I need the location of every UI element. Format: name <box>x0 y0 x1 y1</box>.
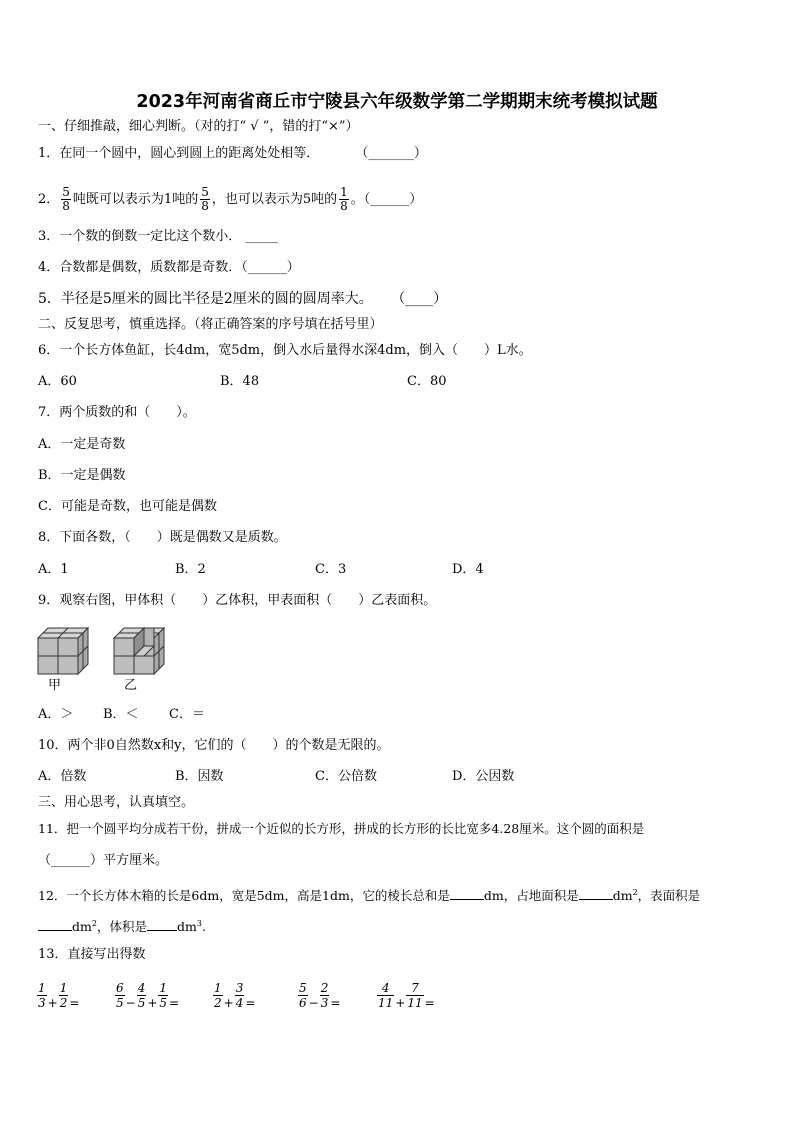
question-1 <box>38 145 427 163</box>
answer-blank[interactable]: （____） <box>391 291 448 307</box>
punctuation: . <box>201 919 206 935</box>
question-12-text: ，体积是 <box>96 919 147 935</box>
operator: + <box>395 996 406 1010</box>
section-1-heading: 一、仔细推敲，细心判断。（对的打“ √ ”，错的打“×”） <box>38 119 359 134</box>
fraction <box>339 186 349 213</box>
denominator: 8 <box>62 199 70 213</box>
question-5 <box>38 290 447 308</box>
answer-blank[interactable] <box>579 899 613 900</box>
question-2-num: 2． <box>38 192 60 207</box>
superscript: 3 <box>196 919 202 928</box>
numerator: 3 <box>235 981 244 995</box>
numerator: 4 <box>377 981 394 996</box>
equals: = <box>169 996 180 1010</box>
question-5-text: 5．半径是5厘米的圆比半径是2厘米的圆的圆周率大。 <box>38 291 373 307</box>
question-3-text: 3．一个数的倒数一定比这个数小． <box>38 229 242 244</box>
question-12-text: dm，占地面积是 <box>483 888 579 904</box>
numerator: 1 <box>59 981 68 995</box>
question-4: 4．合数都是偶数，质数都是奇数．（______） <box>38 260 300 275</box>
calc-item-2[interactable] <box>115 981 180 1010</box>
fraction <box>115 981 125 1010</box>
option-c[interactable]: C．可能是奇数，也可能是偶数 <box>38 499 217 514</box>
page-title: 2023年河南省商丘市宁陵县六年级数学第二学期期末统考模拟试题 <box>136 92 658 112</box>
option-d[interactable]: D．公因数 <box>452 769 515 784</box>
option-a[interactable]: A．＞ <box>38 707 74 722</box>
numerator: 5 <box>299 981 307 995</box>
question-8: 8．下面各数，（ ）既是偶数又是质数。 <box>38 530 287 545</box>
equals: = <box>69 996 80 1010</box>
option-c[interactable]: C．80 <box>407 374 447 389</box>
numerator: 1 <box>340 185 348 199</box>
option-b[interactable]: B．48 <box>220 374 260 389</box>
fraction <box>298 981 308 1010</box>
fraction <box>158 981 168 1010</box>
fraction <box>200 186 210 213</box>
question-1-text: 1．在同一个圆中，圆心到圆上的距离处处相等． <box>38 146 320 161</box>
option-c[interactable]: C．3 <box>315 562 347 577</box>
section-3-heading: 三、用心思考，认真填空。 <box>38 795 195 810</box>
unit: dm <box>612 888 633 904</box>
option-b[interactable]: B．2 <box>175 562 206 577</box>
fraction <box>213 981 223 1010</box>
denominator: 4 <box>235 996 244 1010</box>
option-c[interactable]: C．公倍数 <box>315 769 377 784</box>
denominator: 5 <box>116 996 124 1010</box>
equals: = <box>424 996 435 1010</box>
numerator: 1 <box>214 981 222 995</box>
cube-yi <box>114 628 164 674</box>
unit: dm <box>176 919 197 935</box>
calc-item-1[interactable] <box>37 981 80 1010</box>
question-2-text: ，也可以表示为5吨的 <box>211 192 338 207</box>
fraction <box>61 186 71 213</box>
superscript: 2 <box>91 919 97 928</box>
option-a[interactable]: A．60 <box>38 374 77 389</box>
option-d[interactable]: D．4 <box>452 562 484 577</box>
question-2 <box>38 182 422 218</box>
option-a[interactable]: A．倍数 <box>38 769 87 784</box>
operator: − <box>125 996 136 1010</box>
numerator: 1 <box>38 981 46 995</box>
answer-blank[interactable] <box>147 930 177 931</box>
denominator: 2 <box>214 996 222 1010</box>
denominator: 11 <box>378 996 394 1010</box>
cube-jia <box>38 628 88 674</box>
question-11-line-2[interactable]: （______）平方厘米。 <box>38 853 169 868</box>
question-3 <box>38 228 278 246</box>
denominator: 6 <box>299 996 307 1010</box>
option-b[interactable]: B．因数 <box>175 769 224 784</box>
fraction <box>235 981 245 1010</box>
answer-blank[interactable] <box>38 930 72 931</box>
equals: = <box>330 996 341 1010</box>
calc-item-4[interactable] <box>298 981 341 1010</box>
denominator: 2 <box>59 996 68 1010</box>
fraction <box>37 981 47 1010</box>
option-c[interactable]: C．＝ <box>169 707 205 722</box>
question-9: 9．观察右图，甲体积（ ）乙体积，甲表面积（ ）乙表面积。 <box>38 593 437 608</box>
equals: = <box>245 996 256 1010</box>
denominator: 5 <box>137 996 146 1010</box>
question-13: 13．直接写出得数 <box>38 947 146 962</box>
numerator: 5 <box>62 185 70 199</box>
fraction <box>377 981 394 1010</box>
answer-blank[interactable]: （_______） <box>355 146 427 161</box>
numerator: 4 <box>137 981 146 995</box>
answer-blank[interactable]: 。（______） <box>350 192 423 207</box>
question-12-line-2 <box>38 915 206 936</box>
question-12-line-1 <box>38 884 700 905</box>
cube-figure <box>36 620 166 692</box>
label-yi: 乙 <box>124 678 138 692</box>
fraction <box>406 981 423 1010</box>
option-a[interactable]: A．1 <box>38 562 69 577</box>
option-a[interactable]: A．一定是奇数 <box>38 437 126 452</box>
numerator: 2 <box>320 981 329 995</box>
denominator: 3 <box>38 996 46 1010</box>
numerator: 1 <box>159 981 168 995</box>
denominator: 3 <box>320 996 329 1010</box>
answer-blank[interactable]: _____ <box>245 229 278 244</box>
answer-blank[interactable] <box>450 899 484 900</box>
question-12-text: 12．一个长方体木箱的长是6dm，宽是5dm，高是1dm，它的棱长总和是 <box>38 888 450 904</box>
numerator: 6 <box>116 981 124 995</box>
fraction <box>320 981 330 1010</box>
operator: + <box>147 996 158 1010</box>
question-7: 7．两个质数的和（ ）。 <box>38 405 196 420</box>
question-6: 6．一个长方体鱼缸，长4dm，宽5dm，倒入水后量得水深4dm，倒入（ ）L水。 <box>38 343 532 358</box>
operator: + <box>223 996 234 1010</box>
denominator: 8 <box>201 199 209 213</box>
section-2-heading: 二、反复思考，慎重选择。（将正确答案的序号填在括号里） <box>38 317 383 332</box>
option-b[interactable]: B．一定是偶数 <box>38 468 126 483</box>
question-12-text: ，表面积是 <box>637 888 701 904</box>
question-10: 10．两个非0自然数x和y，它们的（ ）的个数是无限的。 <box>38 738 390 753</box>
numerator: 7 <box>406 981 423 996</box>
calc-item-3[interactable] <box>213 981 256 1010</box>
denominator: 5 <box>159 996 168 1010</box>
unit: dm <box>72 919 92 935</box>
operator: + <box>47 996 58 1010</box>
operator: − <box>308 996 319 1010</box>
fraction <box>59 981 69 1010</box>
denominator: 11 <box>407 996 423 1010</box>
numerator: 5 <box>201 185 209 199</box>
option-b[interactable]: B．＜ <box>103 707 139 722</box>
question-2-text: 吨既可以表示为1吨的 <box>72 192 199 207</box>
question-11-line-1: 11．把一个圆平均分成若干份，拼成一个近似的长方形，拼成的长方形的长比宽多4.28厘米。这个圆的面积是 <box>38 821 645 836</box>
calc-item-5[interactable] <box>377 981 436 1010</box>
denominator: 8 <box>340 199 348 213</box>
superscript: 2 <box>632 888 638 897</box>
label-jia: 甲 <box>48 678 62 692</box>
fraction <box>137 981 147 1010</box>
